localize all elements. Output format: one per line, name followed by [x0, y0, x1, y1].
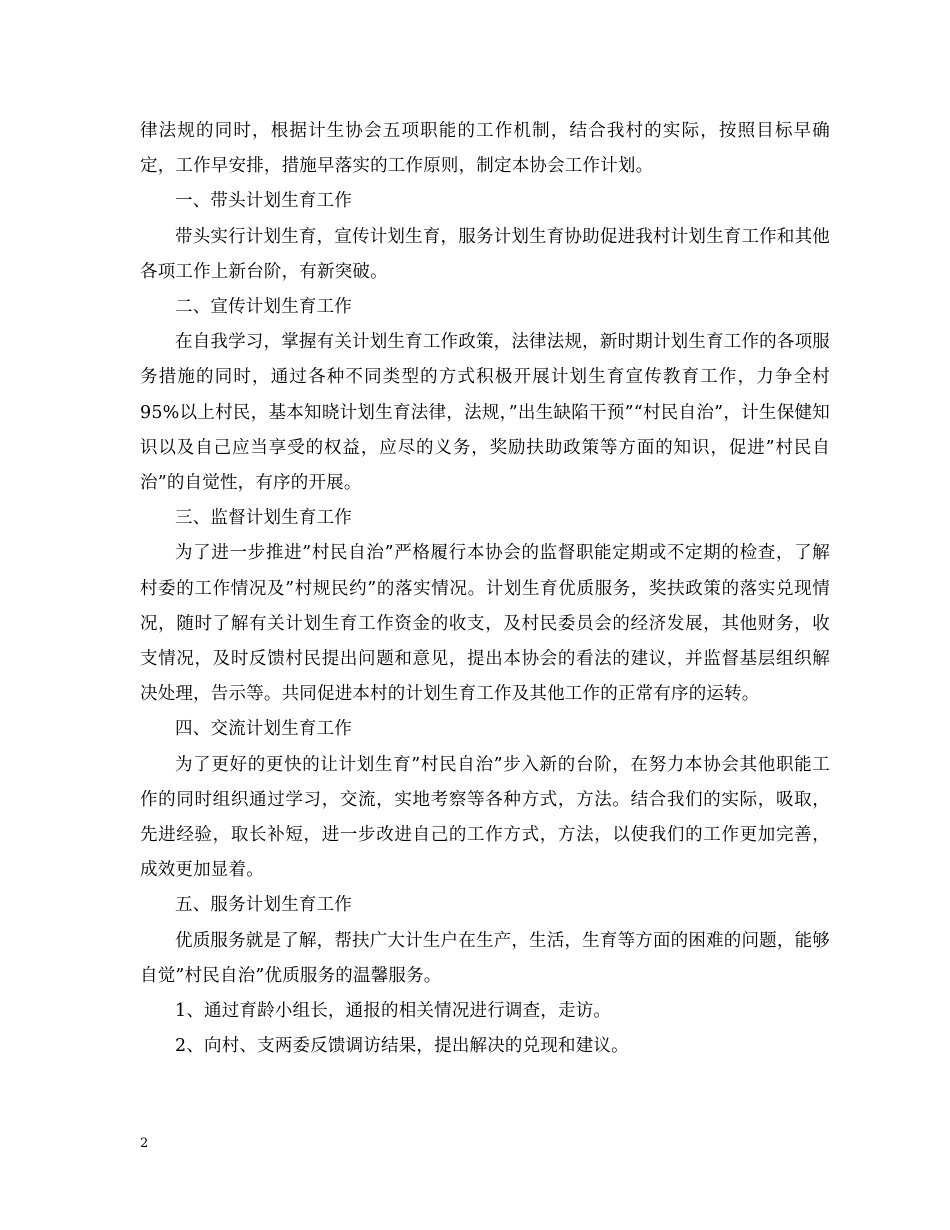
- document-body: [140, 114, 830, 1064]
- section-heading-4: 四、交流计划生育工作: [175, 719, 352, 740]
- section-heading-3: 三、监督计划生育工作: [175, 508, 352, 529]
- section-heading-5: 五、服务计划生育工作: [175, 895, 352, 916]
- section-heading-2: 二、宣传计划生育工作: [175, 297, 352, 318]
- list-item-2: 2、向村、支两委反馈调访结果，提出解决的兑现和建议。: [175, 1036, 629, 1057]
- paragraph-section-1: 带头实行计划生育，宣传计划生育，服务计划生育协助促进我村计划生育工作和其他各项工作上新台阶，有新突破。: [140, 226, 830, 282]
- paragraph-section-5: 优质服务就是了解，帮扶广大计生户在生产，生活，生育等方面的困难的问题，能够自觉”村民自治”优质服务的温馨服务。: [140, 930, 830, 986]
- paragraph-continuation: 律法规的同时，根据计生协会五项职能的工作机制，结合我村的实际，按照目标早确定，工作早安排，措施早落实的工作原则，制定本协会工作计划。: [140, 121, 830, 177]
- paragraph-section-3: 为了进一步推进”村民自治”严格履行本协会的监督职能定期或不定期的检查，了解村委的工作情况及”村规民约”的落实情况。计划生育优质服务，奖扶政策的落实兑现情况，随时了解有关计划生育工作资金的收支，及村民委员会的经济发展，其他财务，收支情况，及时反馈村民提出问题和意见，提出本协会的看法的建议，并监督基层组织解决处理，告示等。共同促进本村的计划生育工作及其他工作的正常有序的运转。: [140, 543, 830, 705]
- section-heading-1: 一、带头计划生育工作: [175, 191, 352, 212]
- paragraph-section-2: 在自我学习，掌握有关计划生育工作政策，法律法规，新时期计划生育工作的各项服务措施的同时，通过各种不同类型的方式积极开展计划生育宣传教育工作，力争全村95%以上村民，基本知晓计划生育法律，法规，”出生缺陷干预”“村民自治”，计生保健知识以及自己应当享受的权益，应尽的义务，奖励扶助政策等方面的知识，促进”村民自治”的自觉性，有序的开展。: [140, 332, 830, 494]
- list-item-1: 1、通过育龄小组长，通报的相关情况进行调查，走访。: [175, 1001, 612, 1022]
- page-number: 2: [140, 1136, 149, 1151]
- paragraph-section-4: 为了更好的更快的让计划生育”村民自治”步入新的台阶，在努力本协会其他职能工作的同时组织通过学习，交流，实地考察等各种方式，方法。结合我们的实际，吸取，先进经验，取长补短，进一步改进自己的工作方式，方法，以使我们的工作更加完善，成效更加显着。: [140, 754, 830, 881]
